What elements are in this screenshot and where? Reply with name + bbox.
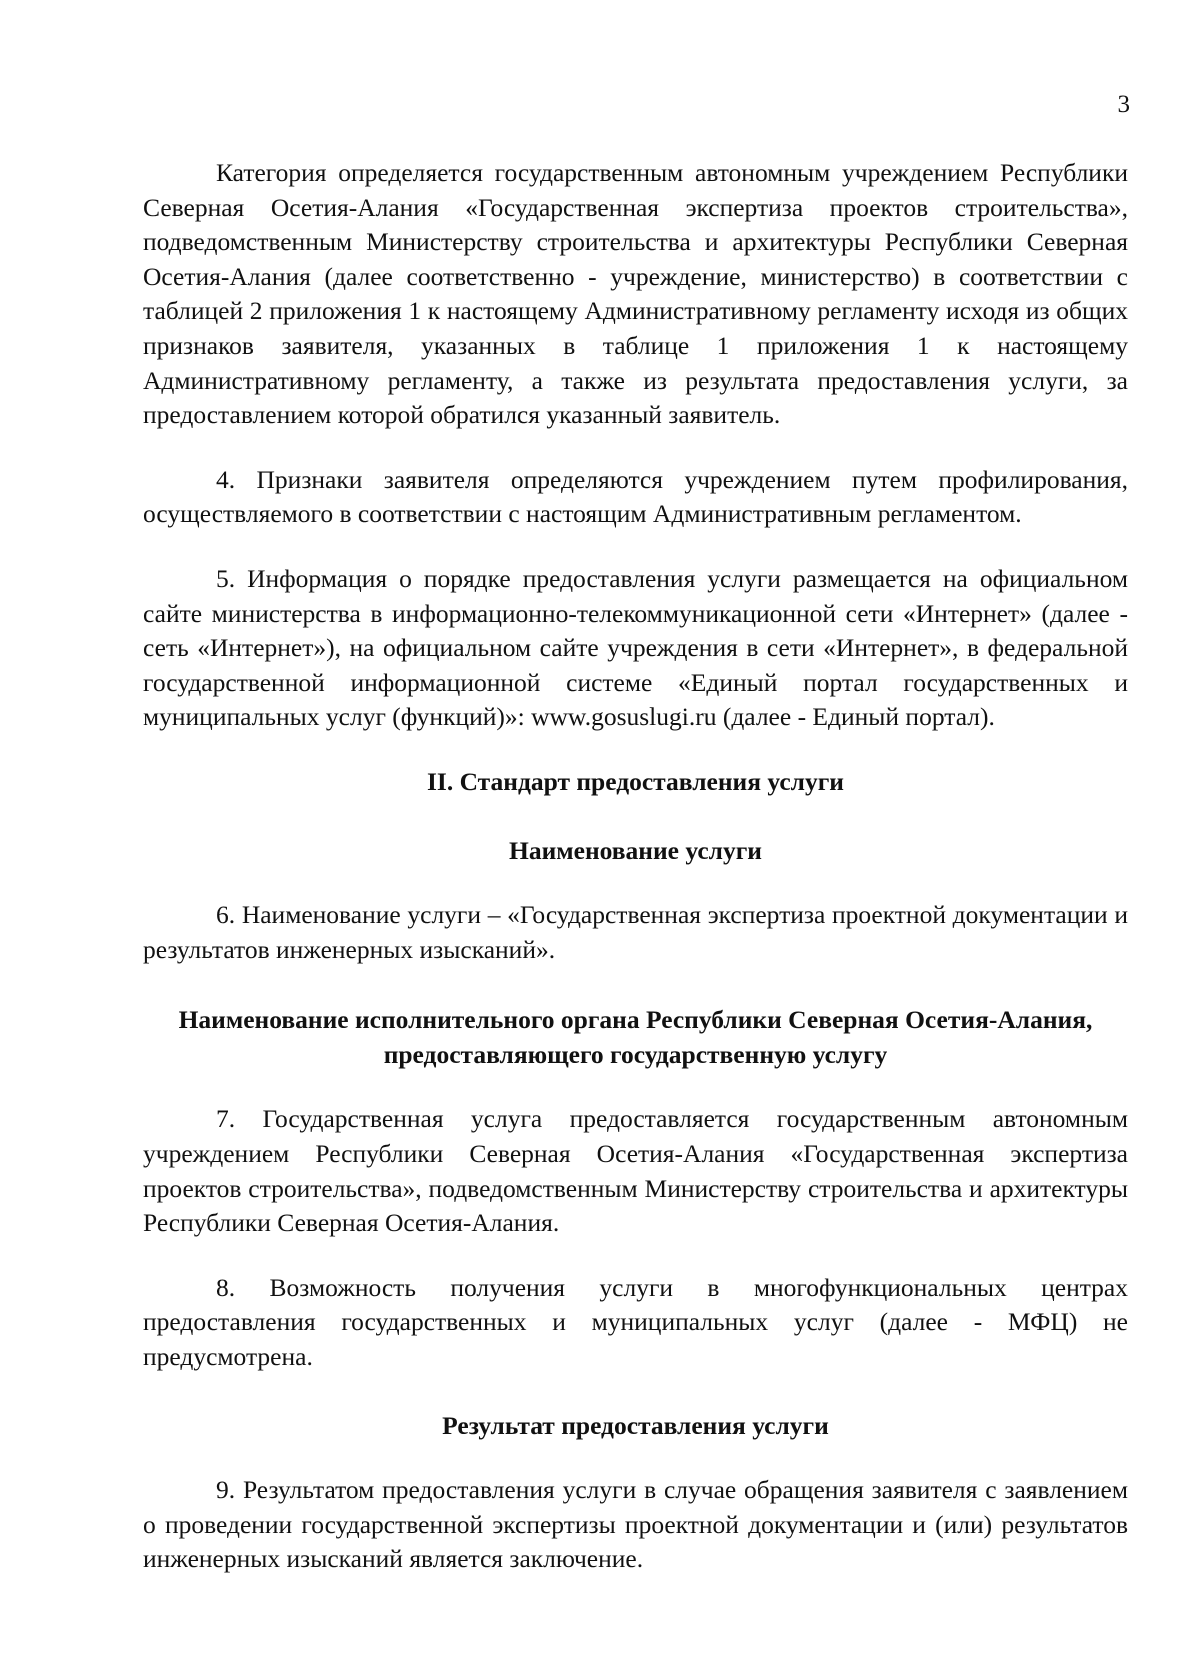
paragraph-4: 4. Признаки заявителя определяются учреждением путем профилирования, осуществляемого в соответствии с настоящим Административным регламентом. — [143, 464, 1128, 529]
paragraph-7: 7. Государственная услуга предоставляется государственным автономным учреждением Республики Северная Осетия-Алания «Государственная экспертиза проектов строительства», подведомственным Министерству строительства и архитектуры Республики Северная Осетия-Алания. — [143, 1104, 1128, 1238]
paragraph-9: 9. Результатом предоставления услуги в случае обращения заявителя с заявлением о проведении государственной экспертизы проектной документации и (или) результатов инженерных изысканий является заключение. — [143, 1475, 1128, 1574]
section-heading-standard: II. Стандарт предоставления услуги — [427, 766, 844, 796]
heading-service-name: Наименование услуги — [509, 835, 762, 865]
paragraph-6: 6. Наименование услуги – «Государственная экспертиза проектной документации и результатов инженерных изысканий». — [143, 900, 1128, 964]
paragraph-8: 8. Возможность получения услуги в многофункциональных центрах предоставления государственных и муниципальных услуг (далее - МФЦ) не предусмотрена. — [143, 1272, 1128, 1372]
heading-executive-body: Наименование исполнительного органа Республики Северная Осетия-Алания, предоставляющего государственную услугу — [178, 1005, 1093, 1069]
paragraph-5: 5. Информация о порядке предоставления услуги размещается на официальном сайте министерства в информационно-телекоммуникационной сети «Интернет» (далее - сеть «Интернет»), на официальном сайте учреждения в сети «Интернет», в федеральной государственной информационной системе «Единый портал государственных и муниципальных услуг (функций)»: www.gosuslugi.ru (далее - Единый портал). — [143, 563, 1128, 732]
document-body — [143, 156, 1128, 1577]
paragraph-category: Категория определяется государственным автономным учреждением Республики Северная Осетия-Алания «Государственная экспертиза проектов строительства», подведомственным Министерству строительства и архитектуры Республики Северная Осетия-Алания (далее соответственно - учреждение, министерство) в соответствии с таблицей 2 приложения 1 к настоящему Административному регламенту исходя из общих признаков заявителя, указанных в таблице 1 приложения 1 к настоящему Административному регламенту, а также из результата предоставления услуги, за предоставлением которой обратился указанный заявитель. — [143, 158, 1128, 430]
page-number: 3 — [1117, 91, 1130, 118]
heading-service-result: Результат предоставления услуги — [442, 1410, 829, 1440]
